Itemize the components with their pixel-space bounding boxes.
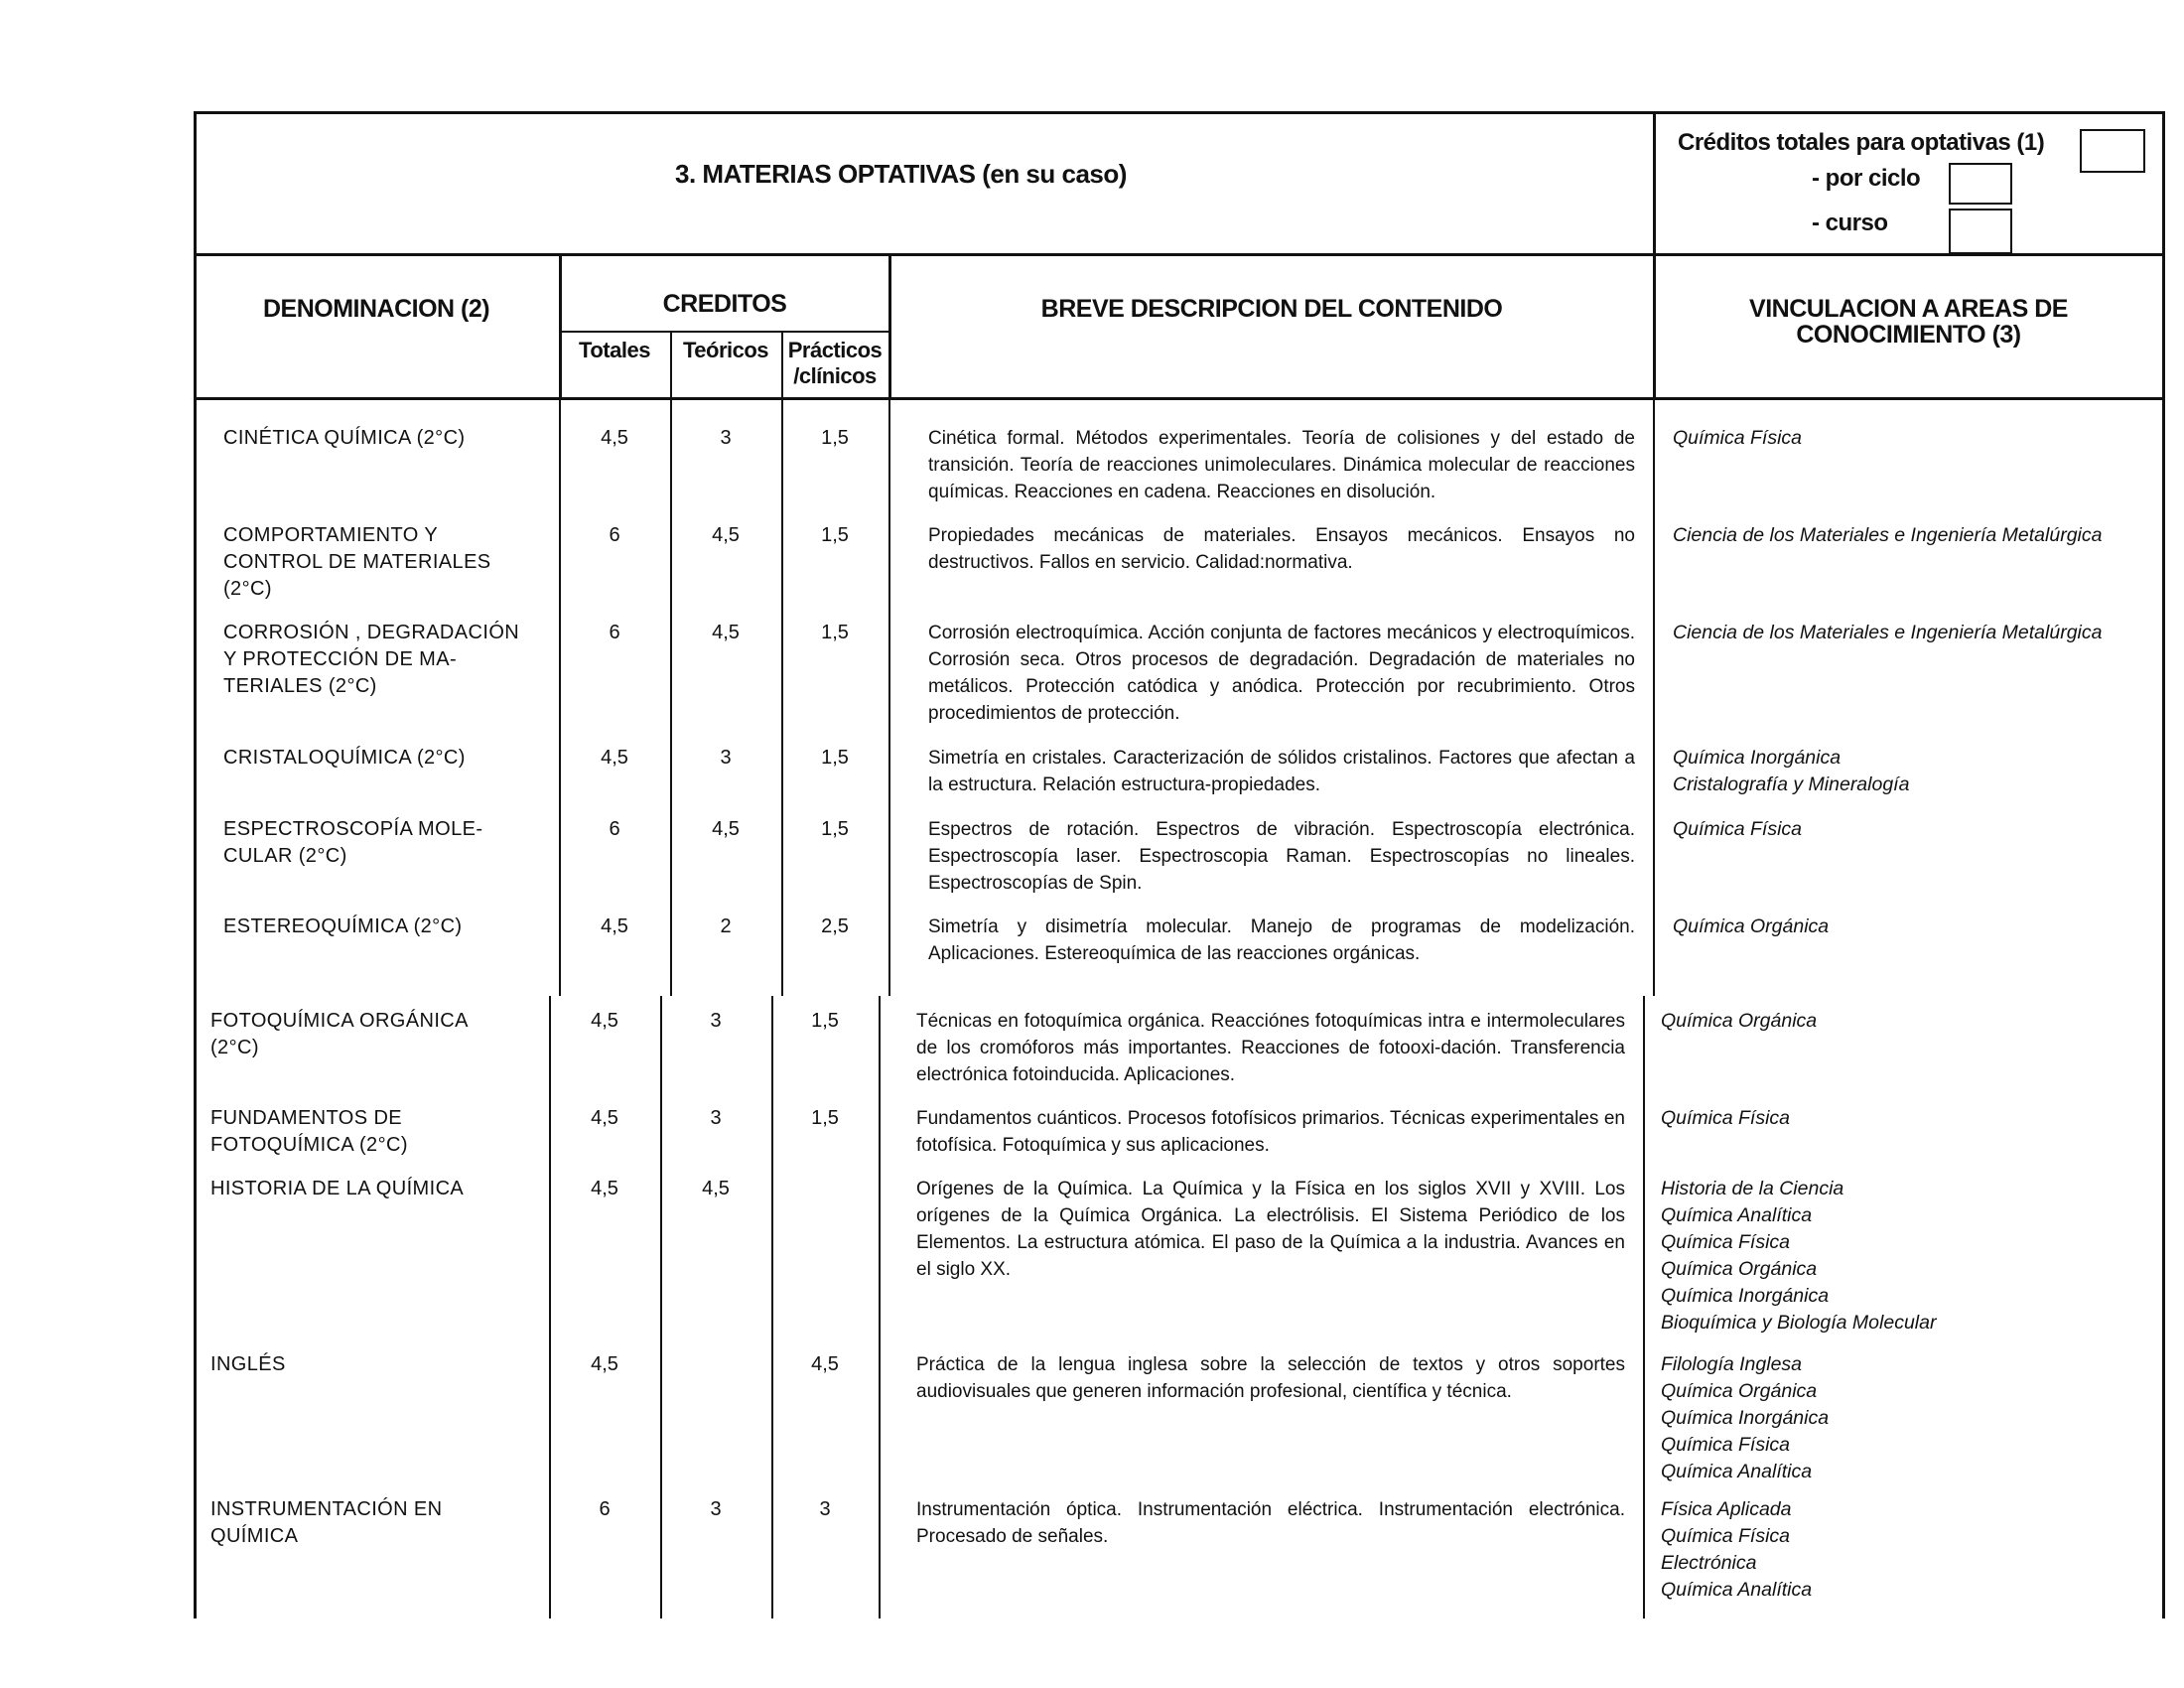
- credits-teoricos: 3: [710, 1498, 722, 1520]
- knowledge-area-item: Ciencia de los Materiales e Ingeniería Metalúrgica: [1673, 524, 2103, 546]
- credits-practicos: 1,5: [821, 818, 849, 840]
- page-title: 3. MATERIAS OPTATIVAS (en su caso): [675, 159, 1127, 189]
- credits-teoricos: 3: [710, 1107, 722, 1129]
- col-practicos: Prácticos: [787, 338, 883, 362]
- content-description: Instrumentación óptica. Instrumentación eléctrica. Instrumentación electrónica. Procesado de señales.: [916, 1499, 1625, 1547]
- knowledge-areas: [1661, 1496, 2147, 1604]
- col-vinculacion-1: VINCULACION A AREAS DE: [1749, 295, 2068, 323]
- knowledge-areas: [1673, 816, 2159, 843]
- credits-totales: 6: [609, 818, 620, 840]
- knowledge-area-item: Química Física: [1661, 1525, 1791, 1547]
- body-line-4a: [888, 400, 890, 996]
- knowledge-area-item: Ciencia de los Materiales e Ingeniería Metalúrgica: [1673, 622, 2103, 643]
- credits-totales: 6: [599, 1498, 611, 1520]
- body-line-5b: [1643, 996, 1645, 1618]
- knowledge-area-item: Química Física: [1673, 818, 1803, 840]
- credits-total-box: [2080, 129, 2145, 173]
- frame-right-line: [2162, 111, 2165, 1618]
- credits-totales: 4,5: [601, 747, 628, 769]
- knowledge-areas: [1661, 1105, 2147, 1132]
- credits-teoricos: 3: [710, 1010, 722, 1032]
- subject-name-line: ESTEREOQUÍMICA (2°C): [223, 915, 463, 937]
- content-description: Corrosión electroquímica. Acción conjunta de factores mecánicos y electroquímicos. Corrosión seca. Otros procesos de degradación. Degradación de materiales no metálicos. Protección catódica y anódica. Protección por recubrimiento. Otros procedimientos de protección.: [928, 623, 1635, 724]
- knowledge-area-item: Química Analítica: [1661, 1579, 1813, 1601]
- knowledge-area-item: Electrónica: [1661, 1552, 1757, 1574]
- knowledge-areas: [1661, 1008, 2147, 1035]
- credits-practicos: 3: [819, 1498, 831, 1520]
- subject-name: [210, 1105, 538, 1159]
- credits-totales: 4,5: [601, 915, 628, 937]
- credits-teoricos: 4,5: [712, 622, 740, 643]
- credits-teoricos: 4,5: [702, 1178, 730, 1199]
- subject-name-line: INSTRUMENTACIÓN EN: [210, 1498, 443, 1520]
- knowledge-area-item: Filología Inglesa: [1661, 1353, 1803, 1375]
- knowledge-area-item: Bioquímica y Biología Molecular: [1661, 1312, 1937, 1334]
- credits-teoricos: 2: [720, 915, 732, 937]
- body-line-3a: [781, 400, 783, 996]
- knowledge-areas: [1673, 425, 2159, 452]
- credits-totales: 4,5: [591, 1178, 618, 1199]
- knowledge-area-item: Historia de la Ciencia: [1661, 1178, 1844, 1199]
- body-line-2a: [670, 400, 672, 996]
- frame-top-line: [194, 111, 2165, 114]
- col-vinculacion-2: CONOCIMIENTO (3): [1796, 321, 2021, 349]
- body-line-4b: [879, 996, 881, 1618]
- content-description: Orígenes de la Química. La Química y la Física en los siglos XVII y XVIII. Los orígenes de la Química Orgánica. La electrólisis. El Sistema Periódico de los Elementos. La estructura atómica. El paso de la Química a la industria. Avances en el siglo XX.: [916, 1179, 1625, 1280]
- knowledge-area-item: Química Orgánica: [1673, 915, 1830, 937]
- knowledge-areas: [1673, 745, 2159, 798]
- header-vertical-divider: [1653, 111, 1656, 256]
- subject-name-line: QUÍMICA: [210, 1525, 299, 1547]
- col-teoricos: Teóricos: [682, 338, 769, 362]
- per-course-label: - curso: [1812, 210, 1888, 236]
- content-description: Espectros de rotación. Espectros de vibración. Espectroscopía electrónica. Espectroscopía laser. Espectroscopia Raman. Espectroscopías no lineales. Espectroscopías de Spin.: [928, 819, 1635, 894]
- subject-name-line: COMPORTAMIENTO Y: [223, 524, 439, 546]
- subject-name-line: CONTROL DE MATERIALES: [223, 551, 491, 573]
- body-line-3b: [771, 996, 773, 1618]
- content-description: Práctica de la lengua inglesa sobre la selección de textos y otros soportes audiovisuales que generen información profesional, científica y técnica.: [916, 1354, 1625, 1402]
- content-description: Simetría en cristales. Caracterización de sólidos cristalinos. Factores que afectan a la estructura. Relación estructura-propiedades.: [928, 748, 1635, 795]
- knowledge-area-item: Química Analítica: [1661, 1204, 1813, 1226]
- credits-practicos: 1,5: [821, 747, 849, 769]
- credits-teoricos: 4,5: [712, 818, 740, 840]
- body-line-1a: [559, 400, 561, 996]
- credits-totales: 6: [609, 524, 620, 546]
- subject-name-line: CRISTALOQUÍMICA (2°C): [223, 747, 466, 769]
- subject-name: [223, 522, 551, 603]
- knowledge-areas: [1661, 1351, 2147, 1485]
- knowledge-area-item: Química Inorgánica: [1661, 1285, 1830, 1307]
- knowledge-area-item: Química Orgánica: [1661, 1380, 1818, 1402]
- content-description: Propiedades mecánicas de materiales. Ensayos mecánicos. Ensayos no destructivos. Fallos en servicio. Calidad:normativa.: [928, 525, 1635, 573]
- credits-practicos: 1,5: [821, 622, 849, 643]
- frame-left-line: [194, 111, 197, 1618]
- knowledge-areas: [1673, 620, 2159, 646]
- credits-teoricos: 4,5: [712, 524, 740, 546]
- knowledge-area-item: Química Física: [1661, 1434, 1791, 1456]
- content-description: Técnicas en fotoquímica orgánica. Reacciónes fotoquímicas intra e intermoleculares de los cromóforos más importantes. Reacciones de fotooxi-dación. Transferencia electrónica fotoinducida. Aplicaciones.: [916, 1011, 1625, 1085]
- subject-name: [223, 620, 551, 700]
- col-line-descripcion: [888, 253, 891, 400]
- credits-totales: 4,5: [591, 1010, 618, 1032]
- col-descripcion: BREVE DESCRIPCION DEL CONTENIDO: [1040, 295, 1503, 323]
- frame-header-divider: [194, 253, 2165, 256]
- knowledge-area-item: Química Analítica: [1661, 1461, 1813, 1482]
- knowledge-area-item: Química Orgánica: [1661, 1258, 1818, 1280]
- knowledge-area-item: Cristalografía y Mineralogía: [1673, 774, 1910, 795]
- credits-totales: 4,5: [601, 427, 628, 449]
- subject-name: [210, 1008, 538, 1061]
- per-cycle-box: [1949, 163, 2012, 205]
- subject-name: [210, 1176, 538, 1202]
- body-line-5a: [1653, 400, 1655, 996]
- col-creditos: CREDITOS: [662, 290, 787, 318]
- subject-name-line: Y PROTECCIÓN DE MA-: [223, 648, 458, 670]
- subject-name-line: (2°C): [210, 1037, 259, 1058]
- subject-name-line: FOTOQUÍMICA ORGÁNICA: [210, 1010, 469, 1032]
- knowledge-areas: [1673, 522, 2159, 549]
- knowledge-area-item: Química Inorgánica: [1673, 747, 1842, 769]
- per-course-box: [1949, 209, 2012, 254]
- subject-name: [223, 425, 551, 452]
- knowledge-area-item: Química Física: [1661, 1231, 1791, 1253]
- credits-practicos: 2,5: [821, 915, 849, 937]
- knowledge-area-item: Química Física: [1661, 1107, 1791, 1129]
- frame-colhead-divider: [194, 397, 2165, 400]
- subject-name-line: ESPECTROSCOPÍA MOLE-: [223, 818, 483, 840]
- content-description: Fundamentos cuánticos. Procesos fotofísicos primarios. Técnicas experimentales en fotofísica. Fotoquímica y sus aplicaciones.: [916, 1108, 1625, 1156]
- credits-practicos: 1,5: [821, 427, 849, 449]
- subject-name-line: INGLÉS: [210, 1353, 286, 1375]
- credits-practicos: 1,5: [821, 524, 849, 546]
- subject-name-line: CORROSIÓN , DEGRADACIÓN: [223, 622, 520, 643]
- knowledge-areas: [1661, 1176, 2147, 1336]
- subject-name-line: FUNDAMENTOS DE: [210, 1107, 403, 1129]
- col-line-creditos: [559, 253, 562, 400]
- credits-practicos: 4,5: [811, 1353, 839, 1375]
- col-clinicos: /clínicos: [793, 363, 877, 388]
- body-line-2b: [660, 996, 662, 1618]
- knowledge-area-item: Física Aplicada: [1661, 1498, 1792, 1520]
- col-denominacion: DENOMINACION (2): [263, 295, 490, 323]
- subject-name: [223, 745, 551, 772]
- credits-totales: 4,5: [591, 1107, 618, 1129]
- subject-name: [210, 1351, 538, 1378]
- per-cycle-label: - por ciclo: [1812, 165, 1921, 192]
- knowledge-area-item: Química Física: [1673, 427, 1803, 449]
- body-line-1b: [549, 996, 551, 1618]
- col-line-creditos-sub: [559, 331, 890, 333]
- credits-totales: 6: [609, 622, 620, 643]
- knowledge-area-item: Química Inorgánica: [1661, 1407, 1830, 1429]
- credits-practicos: 1,5: [811, 1010, 839, 1032]
- subject-name-line: (2°C): [223, 578, 272, 600]
- subject-name-line: CINÉTICA QUÍMICA (2°C): [223, 427, 466, 449]
- knowledge-area-item: Química Orgánica: [1661, 1010, 1818, 1032]
- subject-name-line: FOTOQUÍMICA (2°C): [210, 1134, 408, 1156]
- credits-totales: 4,5: [591, 1353, 618, 1375]
- credits-total-label: Créditos totales para optativas (1): [1678, 129, 2045, 156]
- credits-teoricos: 3: [720, 427, 732, 449]
- col-totales: Totales: [579, 338, 650, 362]
- credits-teoricos: 3: [720, 747, 732, 769]
- content-description: Cinética formal. Métodos experimentales. Teoría de colisiones y del estado de transición. Teoría de reacciones unimoleculares. Dinámica molecular de reacciones químicas. Reacciones en cadena. Reacciones en disolución.: [928, 428, 1635, 502]
- subject-name-line: CULAR (2°C): [223, 845, 347, 867]
- credits-practicos: 1,5: [811, 1107, 839, 1129]
- subject-name-line: HISTORIA DE LA QUÍMICA: [210, 1178, 465, 1199]
- subject-name-line: TERIALES (2°C): [223, 675, 377, 697]
- subject-name: [223, 914, 551, 940]
- subject-name: [210, 1496, 538, 1550]
- knowledge-areas: [1673, 914, 2159, 940]
- subject-name: [223, 816, 551, 870]
- content-description: Simetría y disimetría molecular. Manejo de programas de modelización. Aplicaciones. Estereoquímica de las reacciones orgánicas.: [928, 916, 1635, 964]
